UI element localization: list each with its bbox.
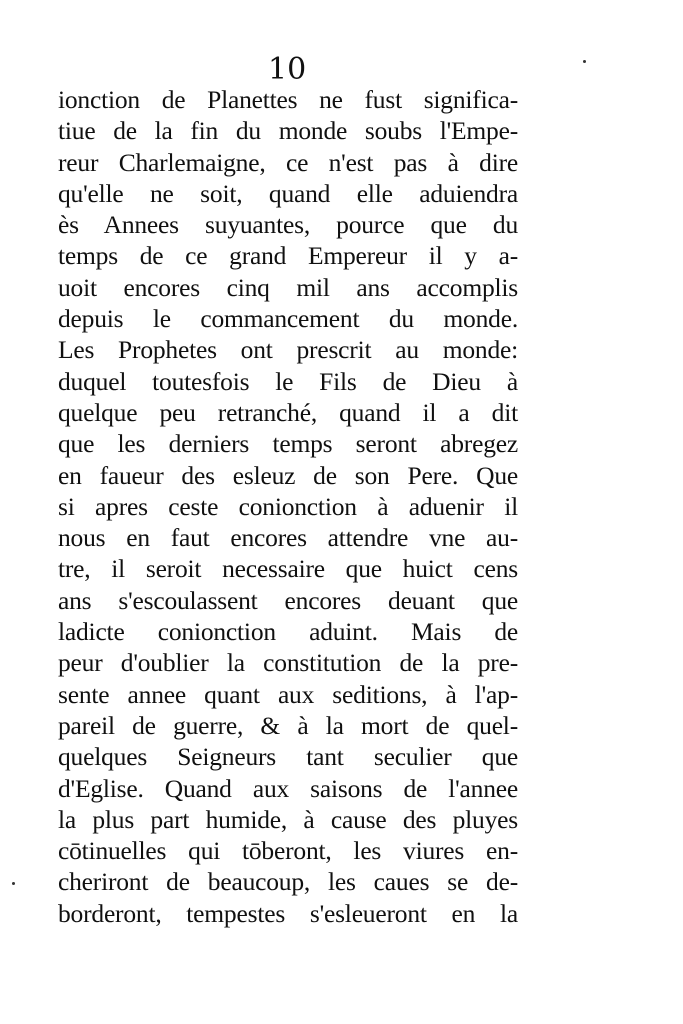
text-line: sente annee quant aux seditions, à l'ap- bbox=[58, 679, 518, 709]
ink-speck bbox=[12, 882, 15, 885]
text-line: cōtinuelles qui tōberont, les viures en- bbox=[58, 836, 518, 866]
text-line: peur d'oublier la constitution de la pre- bbox=[58, 648, 518, 678]
text-line: ans s'escoulassent encores deuant que bbox=[58, 585, 518, 615]
text-line: duquel toutesfois le Fils de Dieu à bbox=[58, 366, 518, 396]
text-line: depuis le commancement du monde. bbox=[58, 304, 518, 334]
text-line: ès Annees suyuantes, pource que du bbox=[58, 210, 518, 240]
text-line: pareil de guerre, & à la mort de quel- bbox=[58, 710, 518, 740]
text-line: ionction de Planettes ne fust significa- bbox=[58, 85, 518, 114]
text-line: quelques Seigneurs tant seculier que bbox=[58, 742, 518, 772]
page-text-block bbox=[58, 84, 518, 929]
text-line: Les Prophetes ont prescrit au monde: bbox=[58, 335, 518, 365]
text-line: tiue de la fin du monde soubs l'Empe- bbox=[58, 116, 518, 146]
text-line: qu'elle ne soit, quand elle aduiendra bbox=[58, 178, 518, 208]
text-line: uoit encores cinq mil ans accomplis bbox=[58, 272, 518, 302]
text-line: la plus part humide, à cause des pluyes bbox=[58, 804, 518, 834]
text-line: ladicte conionction aduint. Mais de bbox=[58, 617, 518, 647]
text-line: cheriront de beaucoup, les caues se de- bbox=[58, 867, 518, 897]
text-line: en faueur des esleuz de son Pere. Que bbox=[58, 460, 518, 490]
text-line: si apres ceste conionction à aduenir il bbox=[58, 491, 518, 521]
text-line: borderont, tempestes s'esleueront en la bbox=[58, 898, 518, 928]
text-line: reur Charlemaigne, ce n'est pas à dire bbox=[58, 147, 518, 177]
text-line: que les derniers temps seront abregez bbox=[58, 429, 518, 459]
text-line: nous en faut encores attendre vne au- bbox=[58, 523, 518, 553]
text-line: d'Eglise. Quand aux saisons de l'annee bbox=[58, 773, 518, 803]
page-number: 10 bbox=[268, 52, 307, 87]
text-line: temps de ce grand Empereur il y a- bbox=[58, 241, 518, 271]
ink-speck bbox=[583, 60, 586, 63]
text-line: quelque peu retranché, quand il a dit bbox=[58, 397, 518, 427]
text-line: tre, il seroit necessaire que huict cens bbox=[58, 554, 518, 584]
